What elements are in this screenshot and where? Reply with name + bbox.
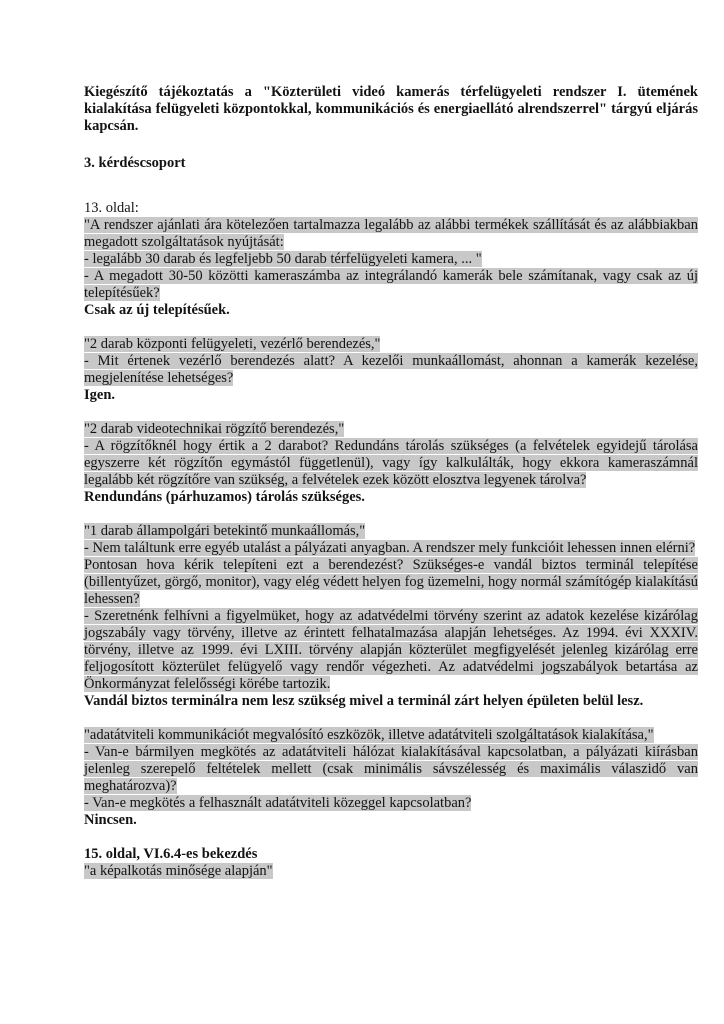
page-ref-13 (84, 200, 698, 217)
tender-quote-image-quality (84, 863, 698, 880)
answer-camera-count (84, 302, 698, 319)
highlighted-text: - Nem találtunk erre egyéb utalást a pályázati anyagban. A rendszer mely funkcióit lehessen innen elérni? (84, 540, 696, 556)
paragraph-text: Igen. (84, 387, 116, 403)
highlighted-text: - Van-e bármilyen megkötés az adatátviteli hálózat kialakításával kapcsolatban, a pályázati kiírásban jelenleg szerepelő feltételek mellett (csak minimális sávszélesség és maximális válaszidő van meghatározva)? (84, 744, 698, 794)
section-heading: 3. kérdéscsoport (84, 155, 186, 171)
note-data-protection (84, 608, 698, 693)
question-transmission-medium (84, 795, 698, 812)
document-title: Kiegészítő tájékoztatás a "Közterületi videó kamerás térfelügyeleti rendszer I. ütemének kialakítása felügyeleti központokkal, kommunikációs és energiaellátó alrendszerrel" tárgyú eljárás kapcsán. (84, 84, 698, 134)
answer-control-units (84, 387, 698, 404)
highlighted-text: "2 darab videotechnikai rögzítő berendezés," (84, 421, 345, 437)
document-blocks (84, 200, 698, 880)
tender-quote-control-units (84, 336, 698, 353)
tender-quote-products (84, 217, 698, 251)
paragraph-text: Csak az új telepítésűek. (84, 302, 230, 318)
question-recorders (84, 438, 698, 489)
highlighted-text: - Van-e megkötés a felhasznált adatátviteli közeggel kapcsolatban? (84, 795, 472, 811)
question-camera-count (84, 268, 698, 302)
highlighted-text: - legalább 30 darab és legfeljebb 50 darab térfelügyeleti kamera, ... " (84, 251, 482, 267)
highlighted-text: "A rendszer ajánlati ára kötelezően tartalmazza legalább az alábbi termékek szállítását és az alábbiakban megadott szolgáltatások nyújtását: (84, 217, 698, 250)
question-workstation-functions (84, 540, 698, 557)
highlighted-text: "adatátviteli kommunikációt megvalósító eszközök, illetve adatátviteli szolgáltatások kialakítása," (84, 727, 654, 743)
highlighted-text: - A megadott 30-50 közötti kameraszámba az integrálandó kamerák bele számítanak, vagy csak az új telepítésűek? (84, 268, 698, 301)
answer-transmission (84, 812, 698, 829)
tender-quote-camera-count (84, 251, 698, 268)
highlighted-text: "1 darab állampolgári betekintő munkaállomás," (84, 523, 366, 539)
paragraph-text: 15. oldal, VI.6.4-es bekezdés (84, 846, 258, 862)
highlighted-text: - Szeretnénk felhívni a figyelmüket, hogy az adatvédelmi törvény szerint az adatok kezelése kizárólag jogszabály vagy törvény, illetve az érintett felhatalmazása alapján lehetséges. Az 1994. évi XXXIV. törvény, illetve az 1999. évi LXIII. törvény alapján közterület megfigyelését jelenleg kizárólag erre feljogosított közterület felügyelő vagy rendőr végezheti. Az adatvédelmi jogszabályok betartása az Önkormányzat felelősségi körébe tartozik. (84, 608, 698, 692)
paragraph-text: Nincsen. (84, 812, 137, 828)
paragraph-text: Vandál biztos terminálra nem lesz szükség mivel a terminál zárt helyen épületen belül lesz. (84, 693, 644, 709)
tender-quote-data-transmission (84, 727, 698, 744)
answer-terminal (84, 693, 698, 710)
highlighted-text: Pontosan hova kérik telepíteni ezt a berendezést? Szükséges-e vandál biztos terminál telepítése (billentyűzet, görgő, monitor), vagy elég védett helyen fog üzemelni, hogy normál számítógép kialakítású lehessen? (84, 557, 698, 607)
tender-quote-citizen-workstation (84, 523, 698, 540)
question-network-constraints (84, 744, 698, 795)
paragraph-text: Rendundáns (párhuzamos) tárolás szükséges. (84, 489, 365, 505)
tender-quote-recorders (84, 421, 698, 438)
paragraph-text: 13. oldal: (84, 200, 139, 216)
highlighted-text: "2 darab központi felügyeleti, vezérlő berendezés," (84, 336, 381, 352)
highlighted-text: - Mit értenek vezérlő berendezés alatt? A kezelői munkaállomást, ahonnan a kamerák kezelése, megjelenítése lehetséges? (84, 353, 698, 386)
answer-recorders (84, 489, 698, 506)
highlighted-text: - A rögzítőknél hogy értik a 2 darabot? Redundáns tárolás szükséges (a felvételek egyidejű tárolása egyszerre két rögzítőn egymástól függetlenül), vagy így kalkulálták, hogy ekkora kameraszámnál legalább két rögzítőre van szükség, a felvételek ezek között elosztva legyenek tárolva? (84, 438, 698, 488)
highlighted-text: "a képalkotás minősége alapján" (84, 863, 273, 879)
page-ref-15 (84, 846, 698, 863)
question-control-units (84, 353, 698, 387)
document-body (84, 84, 698, 880)
question-workstation-location (84, 557, 698, 608)
